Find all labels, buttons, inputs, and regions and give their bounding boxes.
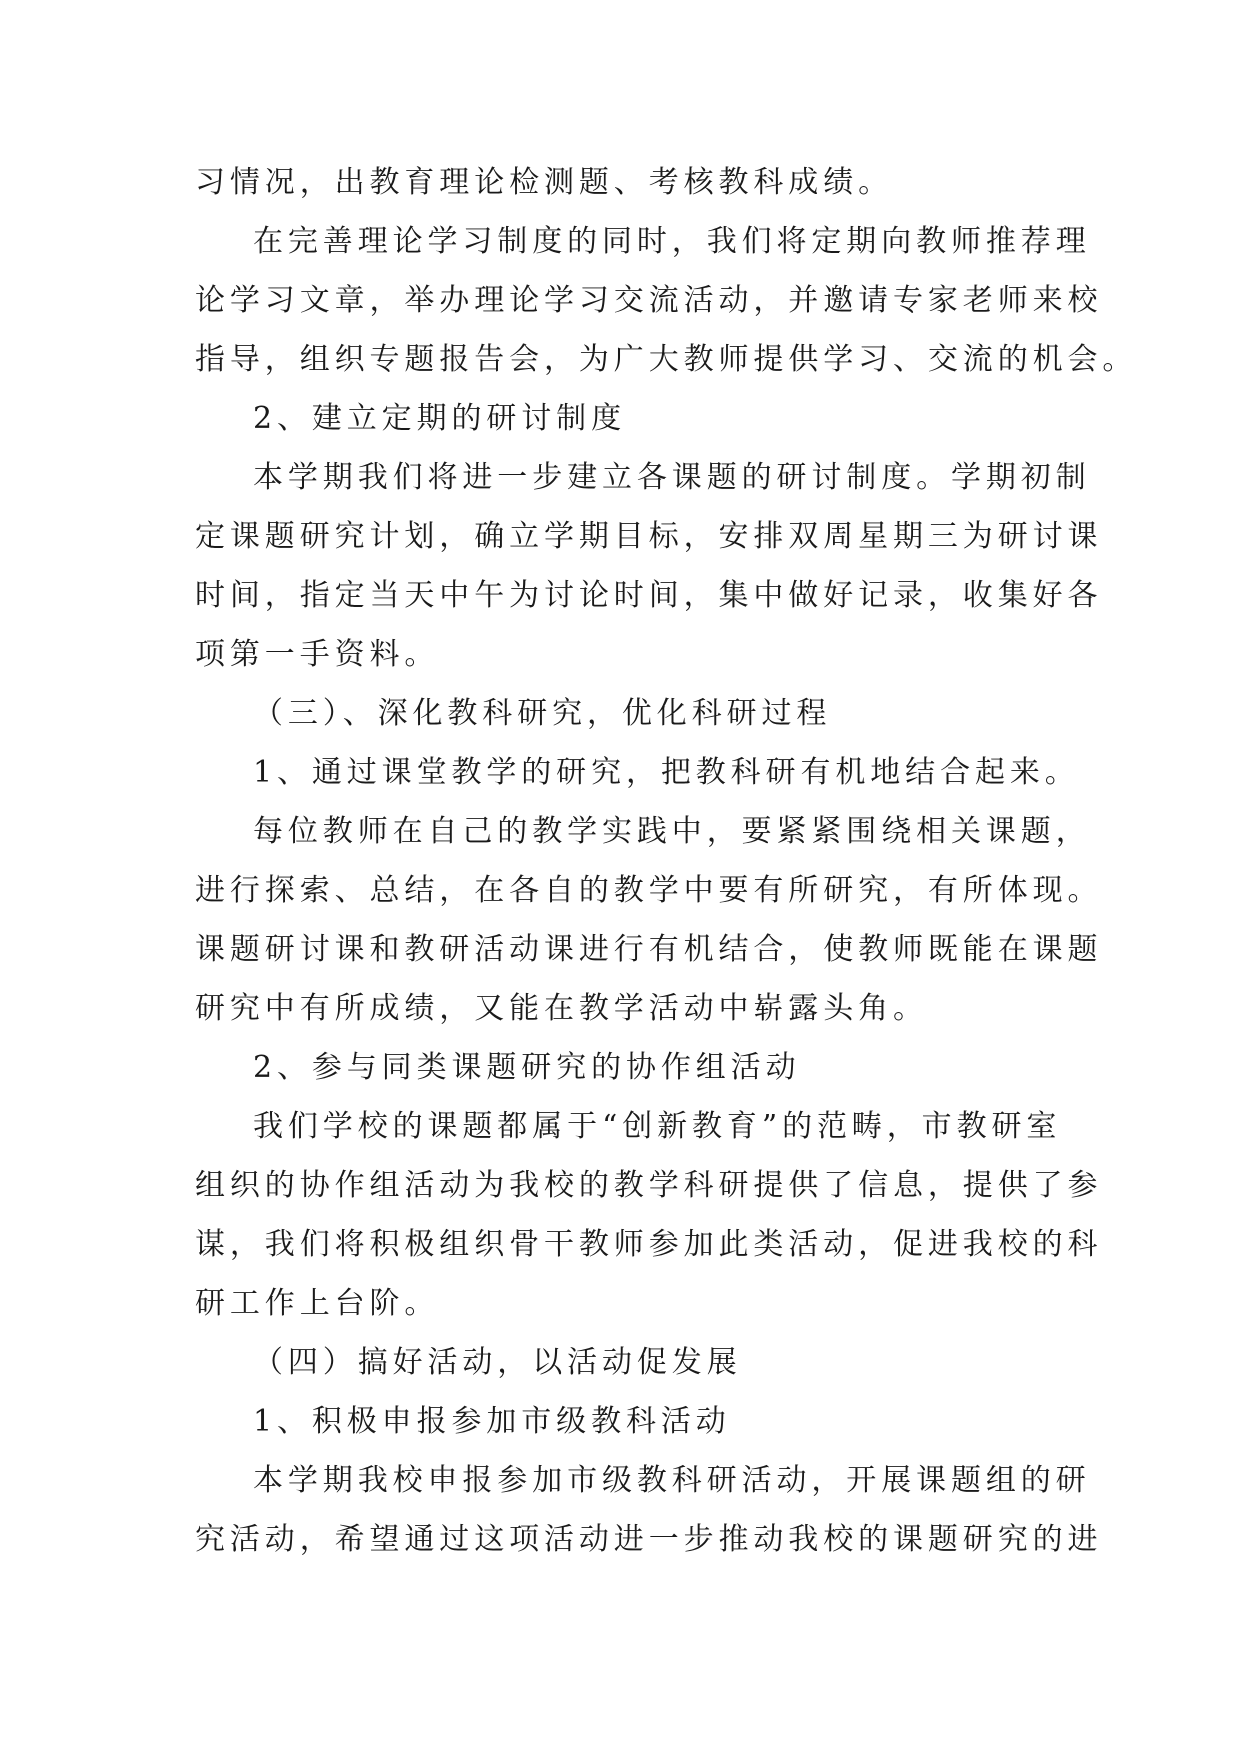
text-line: 我们学校的课题都属于“创新教育”的范畴，市教研室 bbox=[253, 1109, 1062, 1144]
section-heading: （四）搞好活动，以活动促发展 bbox=[253, 1345, 742, 1380]
text-line: 习情况，出教育理论检测题、考核教科成绩。 bbox=[195, 165, 893, 200]
text-line: 定课题研究计划，确立学期目标，安排双周星期三为研讨课 bbox=[195, 519, 1103, 554]
text-line: 2、建立定期的研讨制度 bbox=[253, 401, 626, 436]
text-line: 本学期我校申报参加市级教科研活动，开展课题组的研 bbox=[253, 1463, 1091, 1498]
section-heading: （三）、深化教科研究，优化科研过程 bbox=[253, 696, 832, 731]
text-line: 时间，指定当天中午为讨论时间，集中做好记录，收集好各 bbox=[195, 578, 1103, 613]
text-line: 1、积极申报参加市级教科活动 bbox=[253, 1404, 731, 1439]
text-line: 在完善理论学习制度的同时，我们将定期向教师推荐理 bbox=[253, 224, 1091, 259]
text-line: 本学期我们将进一步建立各课题的研讨制度。学期初制 bbox=[253, 460, 1091, 495]
text-line: 研究中有所成绩，又能在教学活动中崭露头角。 bbox=[195, 991, 928, 1026]
text-line: 组织的协作组活动为我校的教学科研提供了信息，提供了参 bbox=[195, 1168, 1103, 1203]
text-line: 项第一手资料。 bbox=[195, 637, 440, 672]
text-line: 研工作上台阶。 bbox=[195, 1286, 440, 1321]
text-line: 每位教师在自己的教学实践中，要紧紧围绕相关课题， bbox=[253, 814, 1091, 849]
text-line: 1、通过课堂教学的研究，把教科研有机地结合起来。 bbox=[253, 755, 1080, 790]
text-line: 究活动，希望通过这项活动进一步推动我校的课题研究的进 bbox=[195, 1522, 1103, 1557]
text-line: 进行探索、总结，在各自的教学中要有所研究，有所体现。 bbox=[195, 873, 1103, 908]
text-line: 论学习文章，举办理论学习交流活动，并邀请专家老师来校 bbox=[195, 283, 1103, 318]
text-line: 指导，组织专题报告会，为广大教师提供学习、交流的机会。 bbox=[195, 342, 1138, 377]
text-line: 2、参与同类课题研究的协作组活动 bbox=[253, 1050, 801, 1085]
text-line: 课题研讨课和教研活动课进行有机结合，使教师既能在课题 bbox=[195, 932, 1103, 967]
text-line: 谋，我们将积极组织骨干教师参加此类活动，促进我校的科 bbox=[195, 1227, 1103, 1262]
